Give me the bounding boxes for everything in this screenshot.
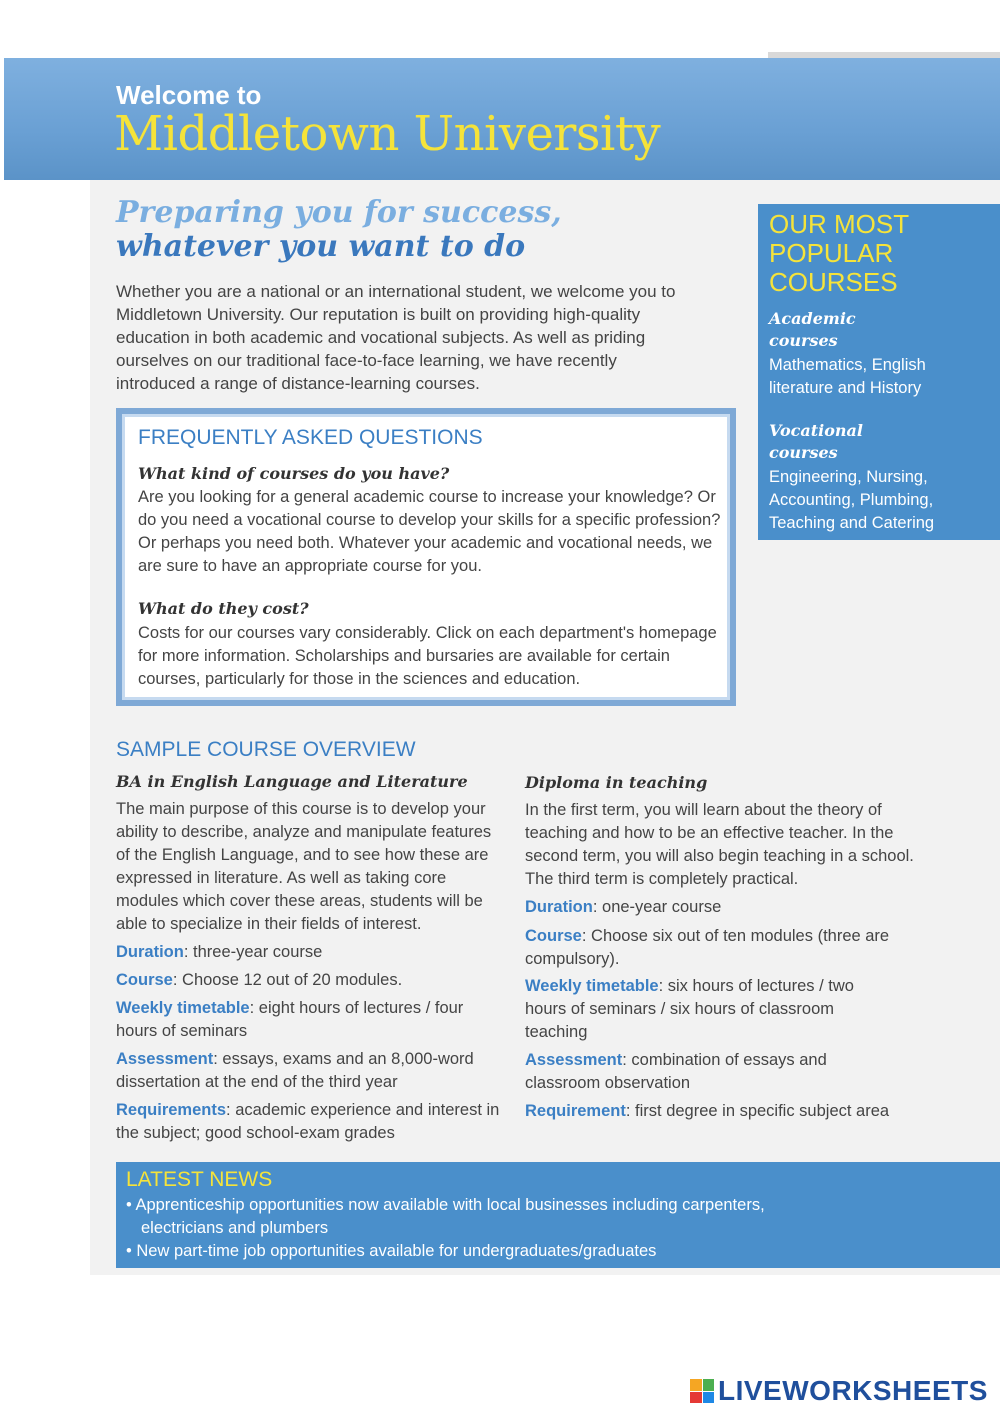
ba-course-label: Course: [116, 971, 173, 989]
news-item: • Apprenticeship opportunities now available with local businesses including carpenters, electricians and plumbers: [126, 1196, 765, 1237]
diploma-requirement-label: Requirement: [525, 1102, 626, 1120]
ba-timetable-label: Weekly timetable: [116, 999, 250, 1017]
intro-paragraph: Whether you are a national or an international student, we welcome you to Middletown University. Our reputation is built on providing high-quality education in both academic and vocational subjects. As well as priding ourselves on our traditional face-to-face learning, we have recently introduced a range of distance-learning courses.: [116, 282, 676, 393]
ba-requirements-label: Requirements: [116, 1101, 227, 1119]
ba-course: [116, 969, 506, 992]
vocational-courses-heading: Vocational courses: [769, 421, 863, 462]
mark-tile: [690, 1392, 702, 1404]
liveworksheets-logo[interactable]: [690, 1374, 988, 1408]
diploma-duration-value: : one-year course: [592, 898, 722, 916]
ba-assessment: [116, 1048, 496, 1094]
diploma-course-value: : Choose six out of ten modules (three are compulsory).: [525, 927, 890, 968]
latest-news-list: [126, 1194, 806, 1263]
diploma-assessment-value: : combination of essays and classroom observation: [525, 1051, 827, 1092]
ba-course-description: The main purpose of this course is to develop your ability to describe, analyze and manipulate features of the English Language, and to see how these are expressed in literature. As well as taking core modules which cover these areas, students will be able to specialize in their fields of interest.: [116, 800, 492, 933]
faq-answer-2: Costs for our courses vary considerably. Click on each department's homepage for more information. Scholarships and bursaries are available for certain courses, particularly for those in the sciences and education.: [138, 624, 717, 688]
diploma-assessment: [525, 1049, 855, 1095]
mark-tile: [690, 1379, 702, 1391]
liveworksheets-wordmark: LIVEWORKSHEETS: [718, 1375, 988, 1406]
university-name: Middletown University: [114, 106, 661, 162]
diploma-timetable-label: Weekly timetable: [525, 977, 659, 995]
ba-requirements-value: : academic experience and interest in the subject; good school-exam grades: [116, 1101, 500, 1142]
diploma-duration-label: Duration: [525, 898, 593, 916]
diploma-course-label: Course: [525, 927, 582, 945]
ba-timetable-value: : eight hours of lectures / four hours of seminars: [116, 999, 464, 1040]
sample-overview-title: SAMPLE COURSE OVERVIEW: [116, 738, 416, 761]
welcome-label: Welcome to: [116, 80, 262, 110]
ba-requirements: [116, 1099, 506, 1145]
ba-duration-value: : three-year course: [183, 943, 323, 961]
diploma-course-heading: Diploma in teaching: [525, 773, 708, 792]
faq-question-1: What kind of courses do you have?: [138, 464, 450, 483]
headline-line-2: whatever you want to do: [116, 229, 526, 264]
diploma-course: [525, 925, 915, 971]
headline-line-1: Preparing you for success,: [116, 195, 562, 230]
faq-answer-1: Are you looking for a general academic course to increase your knowledge? Or do you need a vocational course to develop your skills for a specific profession? Or perhaps you need both. Whatever your academic and vocational needs, we are sure to have an appropriate course for you.: [138, 488, 721, 575]
liveworksheets-mark-icon: [690, 1379, 714, 1403]
ba-duration-label: Duration: [116, 943, 184, 961]
diploma-timetable: [525, 975, 895, 1044]
ba-course-heading: BA in English Language and Literature: [116, 772, 468, 791]
diploma-requirement: [525, 1100, 945, 1123]
ba-duration: [116, 941, 506, 964]
ba-course-value: : Choose 12 out of 20 modules.: [172, 971, 403, 989]
diploma-timetable-value: : six hours of lectures / two hours of seminars / six hours of classroom teaching: [525, 977, 854, 1041]
ba-assessment-value: : essays, exams and an 8,000-word dissertation at the end of the third year: [116, 1050, 474, 1091]
diploma-requirement-value: : first degree in specific subject area: [625, 1102, 890, 1120]
diploma-course-description: In the first term, you will learn about the theory of teaching and how to be an effective teacher. In the second term, you will also begin teaching in a school. The third term is completely practical.: [525, 801, 914, 888]
page-headline: [116, 196, 756, 264]
diploma-assessment-label: Assessment: [525, 1051, 623, 1069]
latest-news-title: LATEST NEWS: [126, 1168, 273, 1191]
faq-title: FREQUENTLY ASKED QUESTIONS: [138, 426, 483, 449]
news-item: • New part-time job opportunities available for undergraduates/graduates: [126, 1242, 657, 1260]
faq-question-2: What do they cost?: [138, 599, 309, 618]
ba-assessment-label: Assessment: [116, 1050, 214, 1068]
academic-courses-heading: Academic courses: [769, 309, 856, 350]
vocational-courses-list: Engineering, Nursing, Accounting, Plumbing, Teaching and Catering: [769, 468, 935, 532]
academic-courses-list: Mathematics, English literature and History: [769, 356, 926, 397]
ba-timetable: [116, 997, 466, 1043]
mark-tile: [703, 1379, 715, 1391]
popular-courses-title: OUR MOST POPULAR COURSES: [769, 209, 909, 297]
diploma-duration: [525, 896, 915, 919]
mark-tile: [703, 1392, 715, 1404]
